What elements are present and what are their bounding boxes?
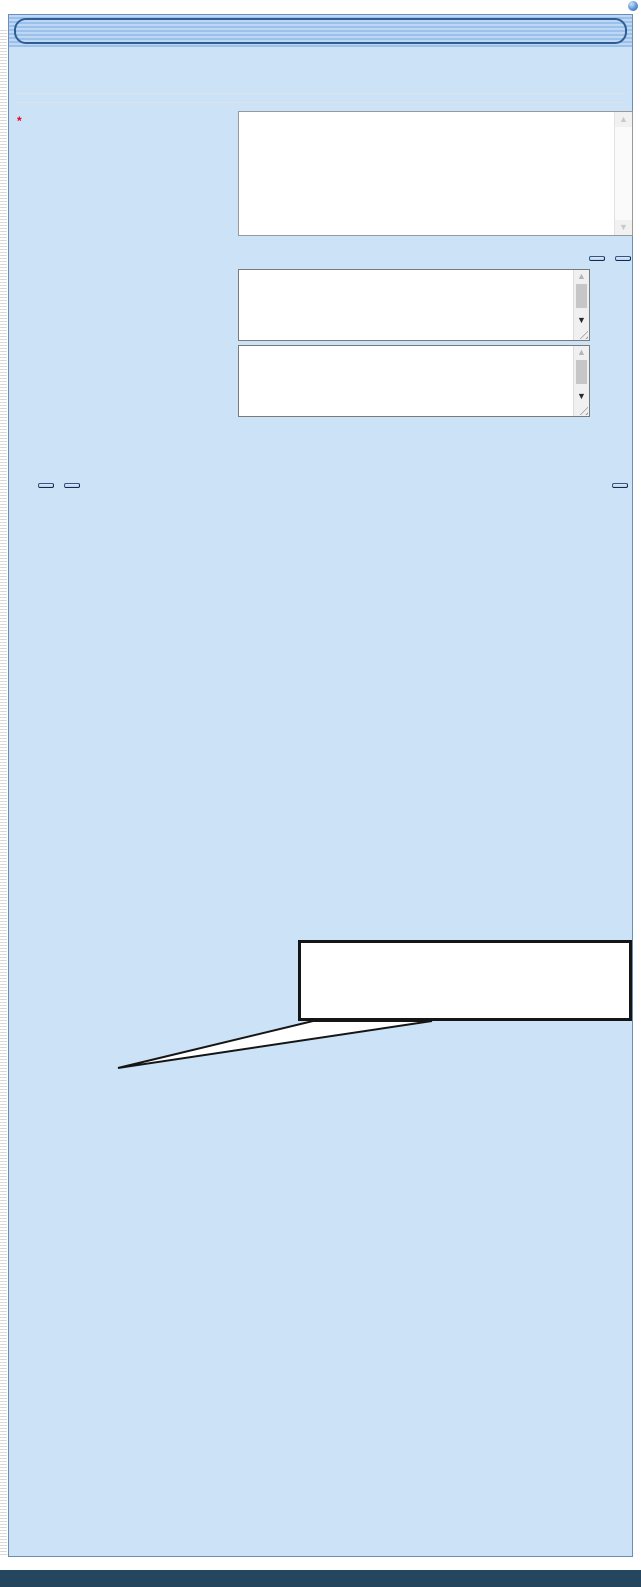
- version-footer: [0, 1570, 641, 1587]
- text-buttons-row: [9, 242, 632, 268]
- undo-button[interactable]: [38, 483, 54, 488]
- help-icon[interactable]: [628, 1, 638, 11]
- email-button[interactable]: [615, 256, 631, 261]
- action-buttons-row: [9, 472, 632, 496]
- sms-button[interactable]: [589, 256, 605, 261]
- insert-button[interactable]: [612, 483, 628, 488]
- callout-annotation: [298, 940, 632, 1021]
- text-data-section: [9, 109, 632, 242]
- scrollbar-thumb[interactable]: [576, 360, 587, 384]
- callout-arrow: [100, 1012, 445, 1074]
- scroll-down-icon[interactable]: ▼: [577, 315, 586, 325]
- sms-textarea[interactable]: [238, 269, 590, 341]
- scroll-down-icon[interactable]: ▼: [615, 220, 632, 235]
- page-title: [14, 18, 627, 44]
- sms-text-row: [9, 268, 632, 344]
- email-textarea[interactable]: [238, 345, 590, 417]
- section-divider: [15, 102, 626, 103]
- header-strip: [9, 15, 632, 47]
- scroll-down-icon[interactable]: ▼: [577, 391, 586, 401]
- form-frame: [8, 14, 633, 1557]
- breadcrumb: [0, 0, 641, 13]
- listbox-scrollbar[interactable]: [614, 112, 632, 235]
- cancel-button[interactable]: [64, 483, 80, 488]
- section-divider: [15, 93, 626, 94]
- intro-text: [15, 57, 632, 75]
- scroll-up-icon[interactable]: ▲: [615, 112, 632, 127]
- scrollbar-thumb[interactable]: [576, 284, 587, 308]
- scroll-up-icon[interactable]: ▲: [577, 271, 586, 281]
- scroll-up-icon[interactable]: ▲: [577, 347, 586, 357]
- text-data-listbox[interactable]: [238, 111, 633, 236]
- select-text-data-label: *: [17, 114, 22, 128]
- email-text-row: [9, 344, 632, 420]
